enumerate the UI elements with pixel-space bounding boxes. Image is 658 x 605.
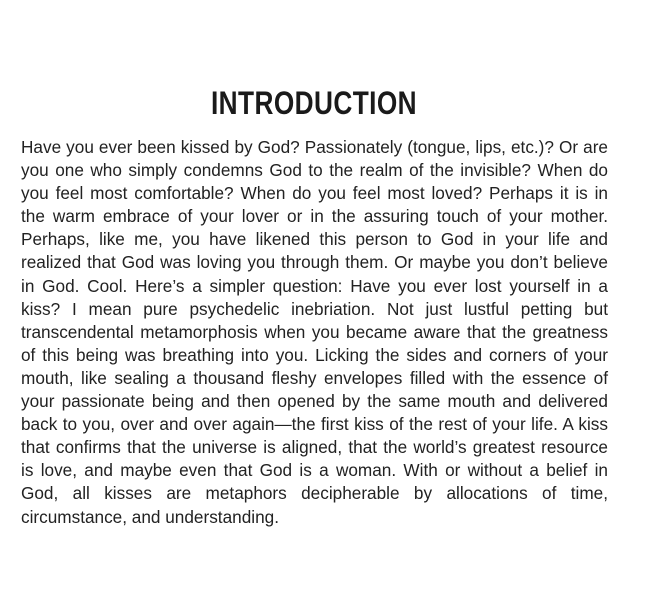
chapter-body-paragraph: Have you ever been kissed by God? Passionately (tongue, lips, etc.)? Or are you one who simply condemns God to the realm of the invisible? When do you feel most comfortable? When do you feel most loved? Perhaps it is in the warm embrace of your lover or in the assuring touch of your mother. Perhaps, like me, you have likened this person to God in your life and realized that God was loving you through them. Or maybe you don’t believe in God. Cool. Here’s a simpler question: Have you ever lost yourself in a kiss? I mean pure psychedelic inebriation. Not just lustful petting but transcendental metamorphosis when you became aware that the greatness of this being was breathing into you. Licking the sides and corners of your mouth, like sealing a thousand fleshy envelopes filled with the essence of your passionate being and then opened by the same mouth and delivered back to you, over and over again—the first kiss of the rest of your life. A kiss that confirms that the universe is aligned, that the world’s greatest resource is love, and maybe even that God is a woman. With or without a belief in God, all kisses are metaphors decipherable by allocations of time, circumstance, and understanding. [21, 137, 608, 527]
chapter-title: INTRODUCTION [210, 85, 418, 122]
